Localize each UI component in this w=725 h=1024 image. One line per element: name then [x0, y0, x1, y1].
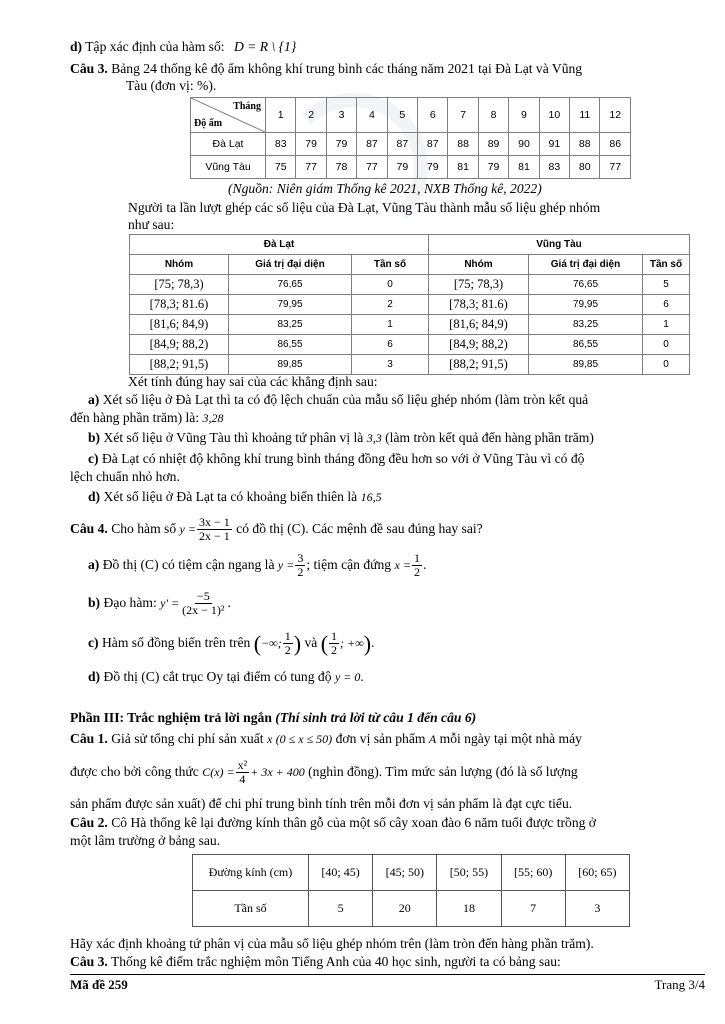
month-cell: 2	[296, 98, 326, 133]
month-cell: 12	[600, 98, 631, 133]
humidity-table	[190, 97, 631, 179]
q3-c-line1: c) Đà Lạt có nhiệt độ không khí trung bình tháng đồng đều hơn so với ở Vũng Tàu vì có độ	[88, 451, 585, 466]
month-cell: 6	[418, 98, 448, 133]
diameter-table: Đường kính (cm) [40; 45) [45; 50) [50; 55) [55; 60) [60; 65) Tần số 5 20 18 7 3	[192, 854, 630, 927]
month-cell: 1	[266, 98, 296, 133]
month-cell: 3	[326, 98, 356, 133]
q3-consider: Xét tính đúng hay sai của các khẳng định sau:	[128, 374, 378, 389]
q4-a: a) Đồ thị (C) có tiệm cận ngang là y = $\frac{3}{2}$ ; tiệm cận đứng x = $\frac{1}{2}$ .	[88, 551, 427, 580]
p3q1-line1: Câu 1. Giả sử tổng chi phí sản xuất x (0 ≤ x ≤ 50) đơn vị sản phẩm A mỗi ngày tại một nhà máy	[70, 731, 582, 746]
q3-intro1: Người ta lần lượt ghép các số liệu của Đà Lạt, Vũng Tàu thành mẫu số liệu ghép nhóm	[128, 200, 601, 215]
table-row: Đà Lạt 83 79 79 87 87 87 88 89 90 91 88 86	[191, 133, 631, 156]
grouped-table: Đà Lạt Vũng Tàu Nhóm Giá trị đại diện Tần số Nhóm Giá trị đại diện Tần số [75; 78,3) 76,65 0 [75; 78,3) 76,65 5 [78,3; 81.6) 79,95 2 [78,3; 81.6) 79,95 6 [81,6; 84,9) 83,25 1 [81,6; 84,9) 83,25 1 [84,9; 88,2) 86,55 6 [84,9; 88,2) 86,55 0 [88,2; 91,5) 89,85 3 [88,2; 91,5) 89,85 0	[129, 234, 690, 375]
table-row: [75; 78,3) 76,65 0 [75; 78,3) 76,65 5	[130, 275, 690, 295]
q3-line1: Câu 3. Bảng 24 thống kê độ ẩm không khí trung bình các tháng năm 2021 tại Đà Lạt và Vũng	[70, 61, 583, 76]
table-row: [84,9; 88,2) 86,55 6 [84,9; 88,2) 86,55 0	[130, 335, 690, 355]
month-cell: 7	[448, 98, 478, 133]
exam-code: Mã đề 259	[70, 977, 128, 992]
q3-a-line1: a) Xét số liệu ở Đà Lạt thì ta có độ lệch chuẩn của mẫu số liệu ghép nhóm (làm tròn kết quả	[88, 392, 589, 407]
table-row: [78,3; 81.6) 79,95 2 [78,3; 81.6) 79,95 6	[130, 295, 690, 315]
p3q1-line2: được cho bởi công thức C(x) = $\frac{\text{x²}}{4}$ + 3x + 400 (nghìn đồng). Tìm mức sản lượng (đó là số lượng	[70, 758, 578, 787]
p3q2-line2: một lâm trường ở bảng sau.	[70, 833, 221, 848]
q3-line2: Tàu (đơn vị: %).	[126, 78, 217, 93]
table-row: Tần số 5 20 18 7 3	[193, 891, 630, 927]
q4-b: b) Đạo hàm: y' = $\frac{-5}{\text{(2x − 1)²}}$ .	[88, 589, 231, 618]
domain-line: d) Tập xác định của hàm số: D = R \ {1}	[70, 39, 297, 54]
month-cell: 8	[478, 98, 508, 133]
p3q1-line3: sản phẩm được sản xuất) để chi phí trung bình tính trên mỗi đơn vị sản phẩm là đạt cực tiểu.	[70, 796, 573, 811]
q3-c-line2: lệch chuẩn nhỏ hơn.	[70, 469, 180, 484]
city-header: Vũng Tàu	[429, 235, 690, 255]
q3-d-line: d) Xét số liệu ở Đà Lạt ta có khoảng biến thiên là 16,5	[88, 489, 382, 504]
month-cell: 9	[509, 98, 539, 133]
p3q2-line1: Câu 2. Cô Hà thống kê lại đường kính thân gỗ của một số cây xoan đào 6 năm tuổi được trồng ở	[70, 815, 596, 830]
source-note: (Nguồn: Niên giám Thống kê 2021, NXB Thống kê, 2022)	[228, 181, 542, 196]
page-number: Trang 3/4	[654, 977, 705, 992]
part3-title: Phần III: Trắc nghiệm trả lời ngắn (Thí sinh trả lời từ câu 1 đến câu 6)	[70, 710, 477, 725]
month-cell: 10	[539, 98, 569, 133]
q4-stem: Câu 4. Cho hàm số y = $\frac{3x - 1}{2x - 1}$ có đồ thị (C). Các mệnh đề sau đúng hay sai?	[70, 515, 483, 544]
table-row: Vũng Tàu 75 77 78 77 79 79 81 79 81 83 80 77	[191, 156, 631, 179]
q3-a-line2: đến hàng phần trăm) là: 3,28	[70, 410, 224, 425]
city-header: Đà Lạt	[130, 235, 429, 255]
month-cell: 5	[387, 98, 417, 133]
month-cell: 11	[570, 98, 600, 133]
page-footer	[70, 974, 705, 997]
q3-intro2: như sau:	[128, 217, 175, 232]
table-row: [81,6; 84,9) 83,25 1 [81,6; 84,9) 83,25 1	[130, 315, 690, 335]
table-row: [88,2; 91,5) 89,85 3 [88,2; 91,5) 89,85 0	[130, 355, 690, 375]
q4-c: c) Hàm số đồng biến trên trên (−∞; $\frac{1}{2}$ ) và ( $\frac{1}{2}$ ; +∞).	[88, 629, 375, 658]
q3-b-line: b) Xét số liệu ở Vũng Tàu thì khoảng tứ phân vị là 3,3 (làm tròn kết quả đến hàng phần trăm)	[88, 430, 594, 445]
humidity-table-corner: Tháng Độ ẩm	[191, 98, 266, 133]
p3q3-line: Câu 3. Thống kê điểm trắc nghiệm môn Tiếng Anh của 40 học sinh, người ta có bảng sau:	[70, 954, 561, 969]
month-cell: 4	[357, 98, 387, 133]
q4-d: d) Đồ thị (C) cắt trục Oy tại điểm có tung độ y = 0.	[88, 669, 364, 684]
p3q2-ask: Hãy xác định khoảng tứ phân vị của mẫu số liệu ghép nhóm trên (làm tròn đến hàng phần trăm).	[70, 936, 594, 951]
